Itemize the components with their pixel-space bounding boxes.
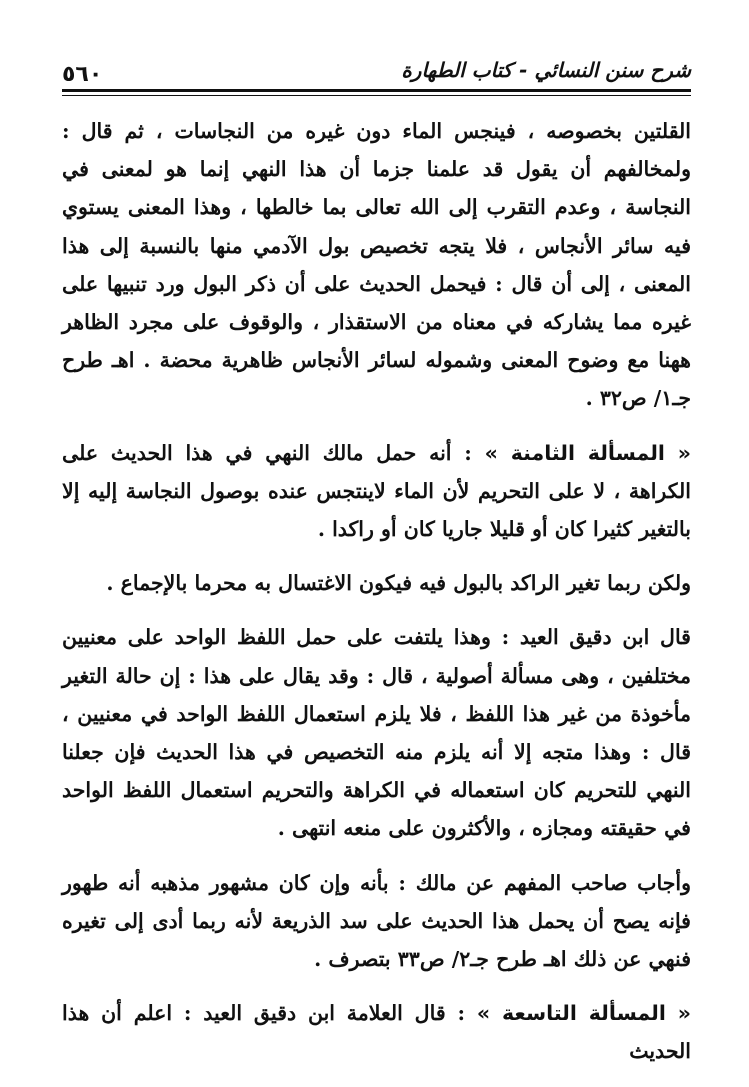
header-rule [62, 89, 691, 92]
paragraph-6 [62, 994, 691, 1070]
body-text [62, 112, 691, 1087]
page-number: ٥٦٠ [62, 62, 103, 87]
paragraph-5 [62, 864, 691, 979]
paragraph-2 [62, 434, 691, 549]
paragraph-4-text: قال ابن دقيق العيد : وهذا يلتفت على حمل اللفظ الواحد على معنيين مختلفين ، وهى مسألة أصولية ، قال : وقد يقال على هذا : إن حالة التغير مأخوذة من غير هذا اللفظ ، فلا يلزم استعمال اللفظ الواحد في معنيين ، قال : وهذا متجه إلا أنه يلزم منه التخصيص في هذا الحديث فإن جعلنا النهي للتحريم كان استعماله في الكراهة والتحريم استعمال اللفظ الواحد في حقيقته ومجازه ، والأكثرون على منعه انتهى . [62, 625, 691, 841]
paragraph-6-text: : قال العلامة ابن دقيق العيد : اعلم أن هذا الحديث [62, 1001, 691, 1064]
paragraph-2-text: : أنه حمل مالك النهي في هذا الحديث على الكراهة ، لا على التحريم لأن الماء لاينتجس عنده بوصول النجاسة إليه إلا بالتغير كثيرا كان أو قليلا جاريا كان أو راكدا . [62, 440, 691, 542]
paragraph-1-text: القلتين بخصوصه ، فينجس الماء دون غيره من النجاسات ، ثم قال : ولمخالفهم أن يقول قد علمنا جزما أن هذا النهي إنما هو لمعنى في النجاسة ، وعدم التقرب إلى الله تعالى بما خالطها ، وهذا المعنى يستوي فيه سائر الأنجاس ، فلا يتجه تخصيص بول الآدمي منها بالنسبة إلى هذا المعنى ، إلى أن قال : فيحمل الحديث على أن ذكر البول ورد تنبيها على غيره مما يشاركه في معناه من الاستقذار ، والوقوف على مجرد الظاهر ههنا مع وضوح المعنى وشموله لسائر الأنجاس ظاهرية محضة . اهـ طرح جـ١/ ص٣٢ . [62, 119, 691, 411]
paragraph-5-text: وأجاب صاحب المفهم عن مالك : بأنه وإن كان مشهور مذهبه أنه طهور فإنه يصح أن يحمل هذا الحديث على سد الذريعة لأنه ربما أدى إلى تغيره فنهي عن ذلك اهـ طرح جـ٢/ ص٣٣ بتصرف . [62, 870, 691, 972]
paragraph-4 [62, 618, 691, 847]
running-title: شرح سنن النسائي - كتاب الطهارة [401, 58, 691, 82]
paragraph-3-text: ولكن ربما تغير الراكد بالبول فيه فيكون الاغتسال به محرما بالإجماع . [106, 571, 691, 596]
issue-heading-ninth: « المسألة التاسعة » [476, 1001, 691, 1026]
issue-heading-eighth: « المسألة الثامنة » [484, 440, 691, 465]
paragraph-3 [62, 564, 691, 602]
page-header [62, 52, 691, 92]
paragraph-1 [62, 112, 691, 418]
